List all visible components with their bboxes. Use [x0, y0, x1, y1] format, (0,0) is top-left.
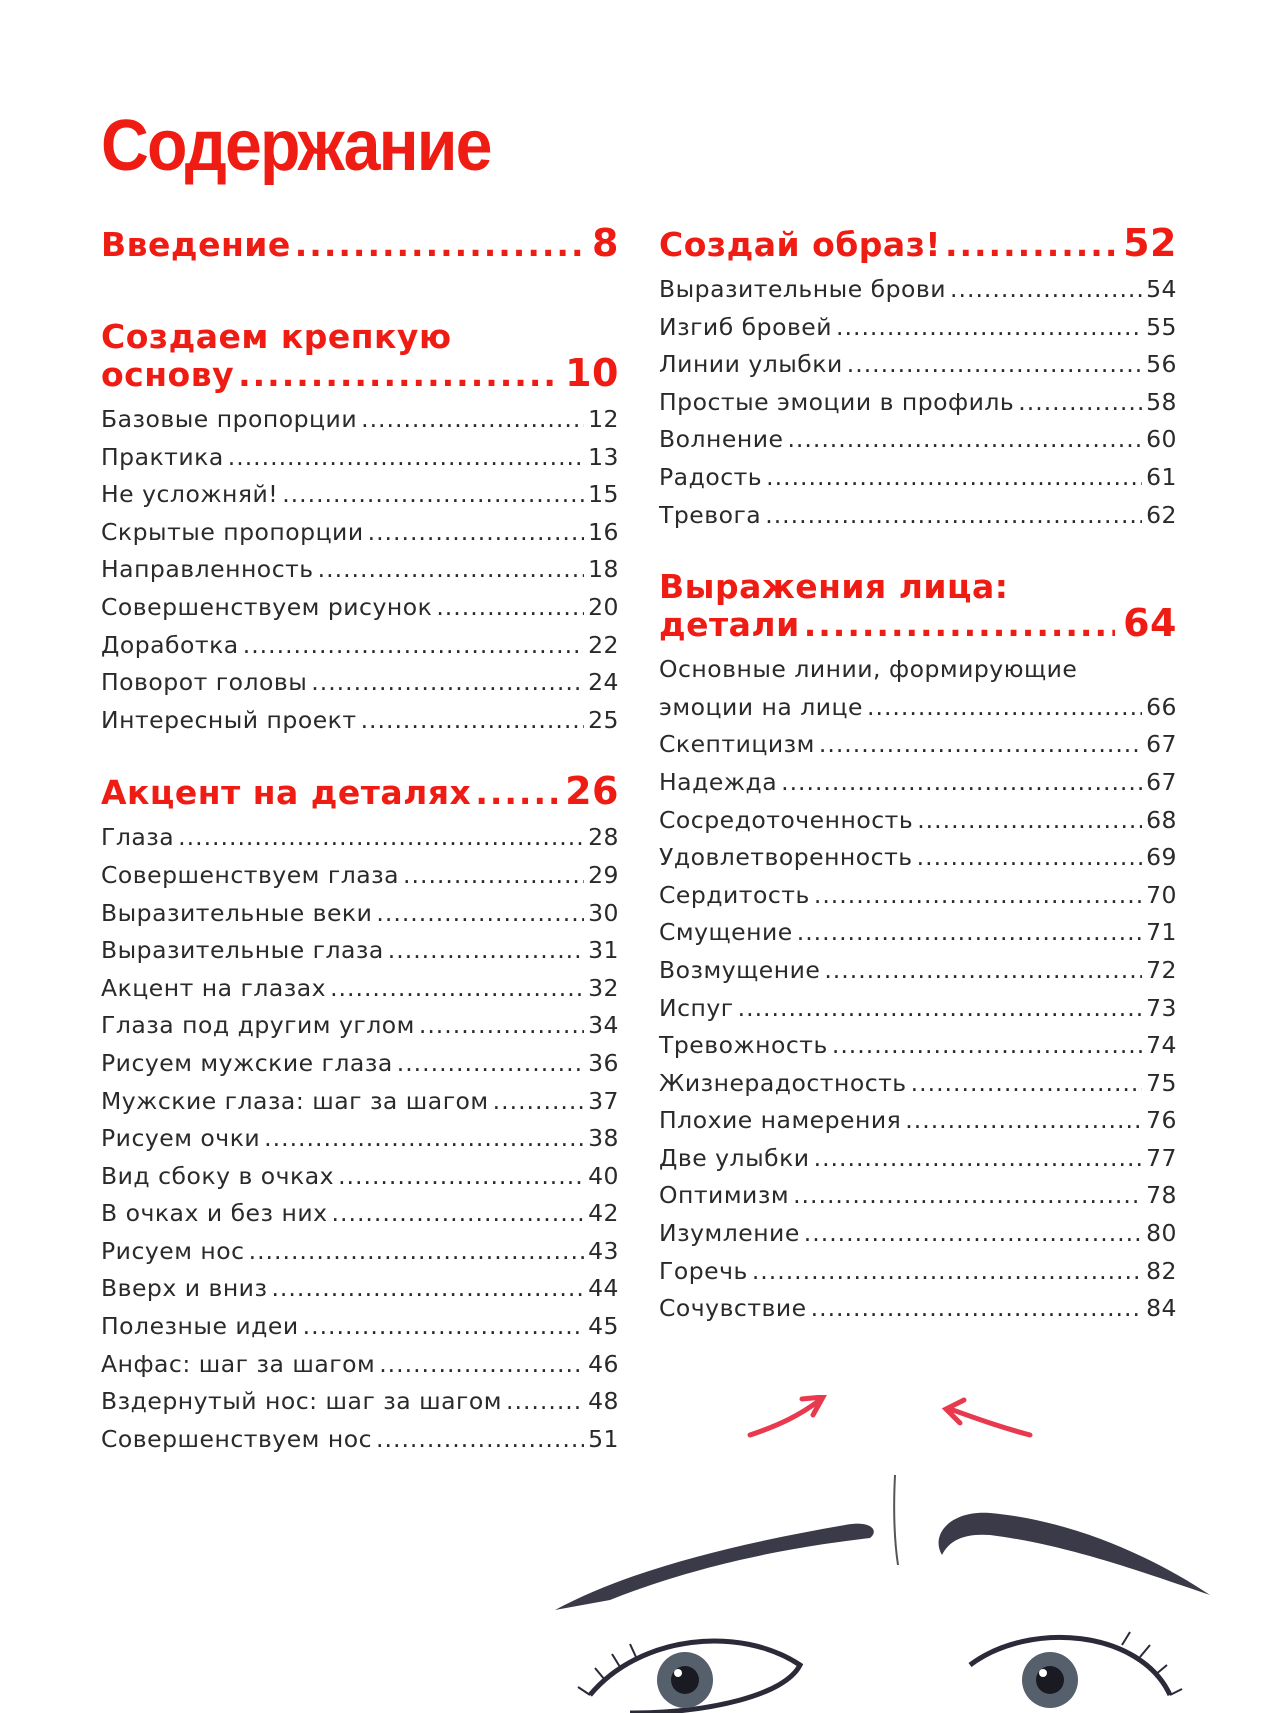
leader-dots	[271, 1270, 584, 1308]
entry-page: 48	[588, 1387, 619, 1416]
toc-section-heading[interactable]	[659, 221, 1177, 265]
page-title: Содержание	[101, 106, 491, 186]
entry-label: Линии улыбки	[659, 350, 843, 379]
leader-dots	[950, 271, 1142, 309]
leader-dots	[228, 439, 584, 477]
entry-label: Интересный проект	[101, 705, 357, 734]
toc-entry[interactable]	[101, 1045, 619, 1083]
toc-entry[interactable]	[101, 932, 619, 970]
section-page: 26	[565, 769, 619, 814]
leader-dots	[797, 914, 1142, 952]
entry-label: Направленность	[101, 555, 314, 584]
leader-dots	[282, 476, 584, 514]
entry-label: Две улыбки	[659, 1143, 810, 1172]
left-brow	[555, 1524, 874, 1610]
leader-dots	[781, 764, 1142, 802]
entry-label: Вверх и вниз	[101, 1274, 268, 1303]
nose-line	[894, 1475, 898, 1565]
entry-page: 76	[1146, 1106, 1177, 1135]
toc-entry[interactable]	[659, 1253, 1177, 1291]
toc-entry[interactable]	[101, 970, 619, 1008]
leader-dots	[738, 990, 1142, 1028]
entry-page: 55	[1146, 312, 1177, 341]
entry-label: Выразительные брови	[659, 275, 947, 303]
toc-entry[interactable]	[101, 1007, 619, 1045]
leader-dots	[1018, 384, 1142, 422]
toc-entry[interactable]	[659, 952, 1177, 990]
toc-entry[interactable]	[101, 1383, 619, 1421]
toc-entry[interactable]	[659, 839, 1177, 877]
entry-label: Доработка	[101, 630, 239, 659]
entry-page: 37	[588, 1086, 619, 1115]
entry-label: Рисуем нос	[101, 1236, 245, 1265]
toc-entry[interactable]	[101, 401, 619, 439]
toc-entry[interactable]	[101, 1195, 619, 1233]
entry-label: Совершенствуем глаза	[101, 860, 400, 889]
entry-page: 74	[1146, 1031, 1177, 1060]
entry-label: Сердитость	[659, 880, 810, 909]
entry-page: 12	[588, 405, 619, 433]
entry-page: 66	[1146, 692, 1177, 721]
entry-label: В очках и без них	[101, 1199, 328, 1228]
leader-dots	[338, 1158, 584, 1196]
entry-label: Удовлетворенность	[659, 843, 913, 872]
toc-section-heading[interactable]	[659, 601, 1177, 646]
entry-label: Вид сбоку в очках	[101, 1161, 335, 1190]
entry-label: Плохие намерения	[659, 1106, 902, 1135]
section-title: Введение	[101, 225, 291, 264]
section-title-line2: основу	[101, 355, 235, 394]
toc-entry[interactable]	[659, 1215, 1177, 1253]
leader-dots	[811, 1290, 1142, 1328]
section-title-line1: Выражения лица:	[659, 567, 1009, 607]
entry-label: Скрытые пропорции	[101, 517, 364, 546]
entry-label: Горечь	[659, 1256, 748, 1285]
toc-entry[interactable]	[101, 1421, 619, 1459]
entry-label: Глаза	[101, 823, 175, 852]
leader-dots	[361, 702, 585, 740]
section-title: Создай образ!	[659, 225, 941, 264]
toc-entry[interactable]	[101, 1233, 619, 1271]
toc-entry[interactable]	[659, 726, 1177, 764]
toc-entry[interactable]	[659, 384, 1177, 422]
toc-entry[interactable]	[101, 1120, 619, 1158]
leader-dots	[793, 1177, 1142, 1215]
entry-label: Радость	[659, 462, 763, 491]
leader-dots	[368, 514, 584, 552]
entry-page: 44	[588, 1274, 619, 1303]
leader-dots	[379, 1346, 584, 1384]
entry-label: Сочувствие	[659, 1294, 807, 1323]
entry-page: 46	[588, 1349, 619, 1378]
leader-dots	[436, 589, 584, 627]
leader-dots	[752, 1253, 1142, 1291]
entry-label: Полезные идеи	[101, 1312, 299, 1341]
entry-page: 18	[588, 555, 619, 584]
entry-page: 78	[1146, 1181, 1177, 1210]
toc-entry[interactable]	[659, 346, 1177, 384]
leader-dots	[917, 839, 1142, 877]
entry-label: эмоции на лице	[659, 692, 863, 721]
leader-dots	[243, 627, 584, 665]
section-title: Акцент на деталях	[101, 773, 472, 813]
leader-dots	[814, 877, 1142, 915]
toc-entry[interactable]	[101, 1346, 619, 1384]
entry-label: Мужские глаза: шаг за шагом	[101, 1086, 489, 1115]
entry-page: 32	[588, 973, 619, 1002]
leader-dots	[765, 497, 1142, 535]
section-page: 64	[1123, 601, 1177, 646]
toc-entry[interactable]	[659, 1102, 1177, 1140]
toc-entry[interactable]	[659, 764, 1177, 802]
entry-page: 56	[1146, 350, 1177, 379]
toc-section-heading[interactable]	[101, 221, 619, 265]
entry-label: Не усложняй!	[101, 480, 279, 509]
toc-left-column	[101, 221, 619, 1458]
section-title-line1: Создаем крепкую	[101, 317, 452, 356]
arrow-right-icon	[750, 1400, 820, 1435]
entry-label: Практика	[101, 442, 224, 471]
toc-section-heading[interactable]	[101, 351, 619, 395]
toc-entry[interactable]	[101, 1083, 619, 1121]
toc-entry[interactable]	[659, 1177, 1177, 1215]
entry-label: Тревога	[659, 500, 762, 529]
entry-page: 28	[588, 823, 619, 852]
entry-page: 54	[1146, 275, 1177, 303]
section-page: 8	[592, 221, 619, 265]
leader-dots	[493, 1083, 584, 1121]
entry-label: Простые эмоции в профиль	[659, 387, 1015, 416]
entry-page: 84	[1146, 1294, 1177, 1323]
entry-page: 67	[1146, 730, 1177, 759]
leader-dots	[766, 459, 1142, 497]
entry-label: Скептицизм	[659, 730, 815, 759]
toc-entry[interactable]	[101, 664, 619, 702]
entry-page: 77	[1146, 1143, 1177, 1172]
entry-page: 61	[1146, 462, 1177, 491]
leader-dots	[238, 356, 557, 393]
toc-entry-line1[interactable]: Основные линии, формирующие	[659, 655, 1078, 684]
leader-dots	[332, 1195, 585, 1233]
entry-page: 29	[588, 860, 619, 889]
toc-entry[interactable]	[659, 689, 1177, 727]
section-page: 10	[565, 351, 619, 395]
toc-entry[interactable]	[659, 1140, 1177, 1178]
entry-label: Глаза под другим углом	[101, 1011, 415, 1040]
toc-entry[interactable]	[101, 589, 619, 627]
section-page: 52	[1123, 221, 1177, 265]
entry-page: 75	[1146, 1068, 1177, 1097]
leader-dots	[311, 664, 584, 702]
entry-page: 80	[1146, 1219, 1177, 1248]
entry-page: 40	[588, 1161, 619, 1190]
entry-page: 24	[588, 668, 619, 697]
leader-dots	[303, 1308, 584, 1346]
toc-entry[interactable]	[101, 476, 619, 514]
leader-dots	[376, 895, 584, 933]
leader-dots	[787, 421, 1142, 459]
entry-label: Поворот головы	[101, 668, 308, 697]
entry-label: Жизнерадостность	[659, 1068, 907, 1097]
toc-entry[interactable]	[659, 802, 1177, 840]
entry-page: 60	[1146, 425, 1177, 454]
section-title-line2: детали	[659, 605, 800, 645]
leader-dots	[911, 1065, 1142, 1103]
entry-page: 15	[588, 480, 619, 509]
toc-entry[interactable]	[659, 1027, 1177, 1065]
entry-label: Волнение	[659, 425, 784, 454]
toc-entry[interactable]	[101, 551, 619, 589]
entry-label: Тревожность	[659, 1031, 828, 1060]
entry-label: Сосредоточенность	[659, 805, 914, 834]
right-brow	[939, 1513, 1210, 1595]
leader-dots	[867, 689, 1142, 727]
entry-label: Выразительные веки	[101, 898, 373, 927]
entry-label: Испуг	[659, 993, 734, 1022]
toc-section-heading[interactable]	[101, 769, 619, 814]
toc-entry[interactable]	[101, 1308, 619, 1346]
entry-page: 13	[588, 442, 619, 471]
entry-label: Рисуем мужские глаза	[101, 1048, 393, 1077]
entry-page: 51	[588, 1424, 619, 1453]
toc-entry[interactable]	[659, 914, 1177, 952]
entry-page: 16	[588, 517, 619, 546]
leader-dots	[397, 1045, 584, 1083]
leader-dots	[330, 970, 584, 1008]
leader-dots	[295, 226, 584, 263]
toc-entry[interactable]	[659, 421, 1177, 459]
entry-page: 82	[1146, 1256, 1177, 1285]
leader-dots	[832, 1027, 1142, 1065]
entry-page: 58	[1146, 387, 1177, 416]
entry-page: 34	[588, 1011, 619, 1040]
leader-dots	[945, 226, 1115, 263]
entry-label: Совершенствуем нос	[101, 1424, 373, 1453]
leader-dots	[419, 1007, 584, 1045]
leader-dots	[475, 774, 557, 811]
toc-entry[interactable]	[659, 1290, 1177, 1328]
toc-entry[interactable]	[659, 1065, 1177, 1103]
entry-label: Возмущение	[659, 955, 821, 984]
entry-label: Рисуем очки	[101, 1124, 261, 1153]
entry-label: Анфас: шаг за шагом	[101, 1349, 376, 1378]
entry-label: Вздернутый нос: шаг за шагом	[101, 1387, 502, 1416]
leader-dots	[361, 401, 584, 439]
entry-page: 22	[588, 630, 619, 659]
toc-entry[interactable]	[101, 819, 619, 857]
toc-entry[interactable]	[659, 271, 1177, 309]
entry-label: Акцент на глазах	[101, 973, 327, 1002]
toc-entry[interactable]	[101, 857, 619, 895]
leader-dots	[847, 346, 1142, 384]
leader-dots	[917, 802, 1142, 840]
toc-entry[interactable]	[101, 702, 619, 740]
entry-label: Смущение	[659, 918, 793, 947]
entry-label: Изумление	[659, 1219, 800, 1248]
leader-dots	[819, 726, 1142, 764]
leader-dots	[824, 952, 1142, 990]
leader-dots	[804, 1215, 1142, 1253]
toc-entry[interactable]	[659, 309, 1177, 347]
leader-dots	[804, 606, 1115, 643]
entry-page: 45	[588, 1312, 619, 1341]
entry-page: 71	[1146, 918, 1177, 947]
entry-page: 43	[588, 1236, 619, 1265]
toc-right-column	[659, 221, 1177, 1328]
toc-entry[interactable]	[101, 627, 619, 665]
entry-label: Совершенствуем рисунок	[101, 592, 433, 621]
entry-page: 69	[1146, 843, 1177, 872]
entry-page: 62	[1146, 500, 1177, 529]
toc-entry[interactable]	[101, 1270, 619, 1308]
leader-dots	[388, 932, 584, 970]
toc-entry[interactable]	[101, 1158, 619, 1196]
entry-page: 31	[588, 936, 619, 965]
toc-entry[interactable]	[101, 895, 619, 933]
entry-label: Оптимизм	[659, 1181, 790, 1210]
eyes-illustration	[550, 1395, 1230, 1713]
entry-label: Выразительные глаза	[101, 936, 384, 965]
entry-label: Изгиб бровей	[659, 312, 833, 341]
entry-label: Надежда	[659, 767, 778, 796]
leader-dots	[836, 309, 1142, 347]
toc-entry[interactable]	[659, 877, 1177, 915]
leader-dots	[318, 551, 584, 589]
entry-page: 25	[588, 705, 619, 734]
entry-page: 72	[1146, 955, 1177, 984]
entry-page: 67	[1146, 767, 1177, 796]
entry-page: 30	[588, 898, 619, 927]
entry-page: 42	[588, 1199, 619, 1228]
entry-page: 68	[1146, 805, 1177, 834]
leader-dots	[178, 819, 584, 857]
leader-dots	[403, 857, 584, 895]
leader-dots	[249, 1233, 585, 1271]
entry-page: 20	[588, 592, 619, 621]
entry-page: 36	[588, 1048, 619, 1077]
leader-dots	[905, 1102, 1142, 1140]
toc-entry[interactable]	[101, 439, 619, 477]
entry-page: 70	[1146, 880, 1177, 909]
entry-label: Базовые пропорции	[101, 405, 358, 433]
toc-entry[interactable]	[659, 497, 1177, 535]
toc-entry[interactable]	[659, 459, 1177, 497]
leader-dots	[264, 1120, 584, 1158]
leader-dots	[814, 1140, 1143, 1178]
toc-entry[interactable]	[101, 514, 619, 552]
entry-page: 38	[588, 1124, 619, 1153]
toc-entry[interactable]	[659, 990, 1177, 1028]
entry-page: 73	[1146, 993, 1177, 1022]
